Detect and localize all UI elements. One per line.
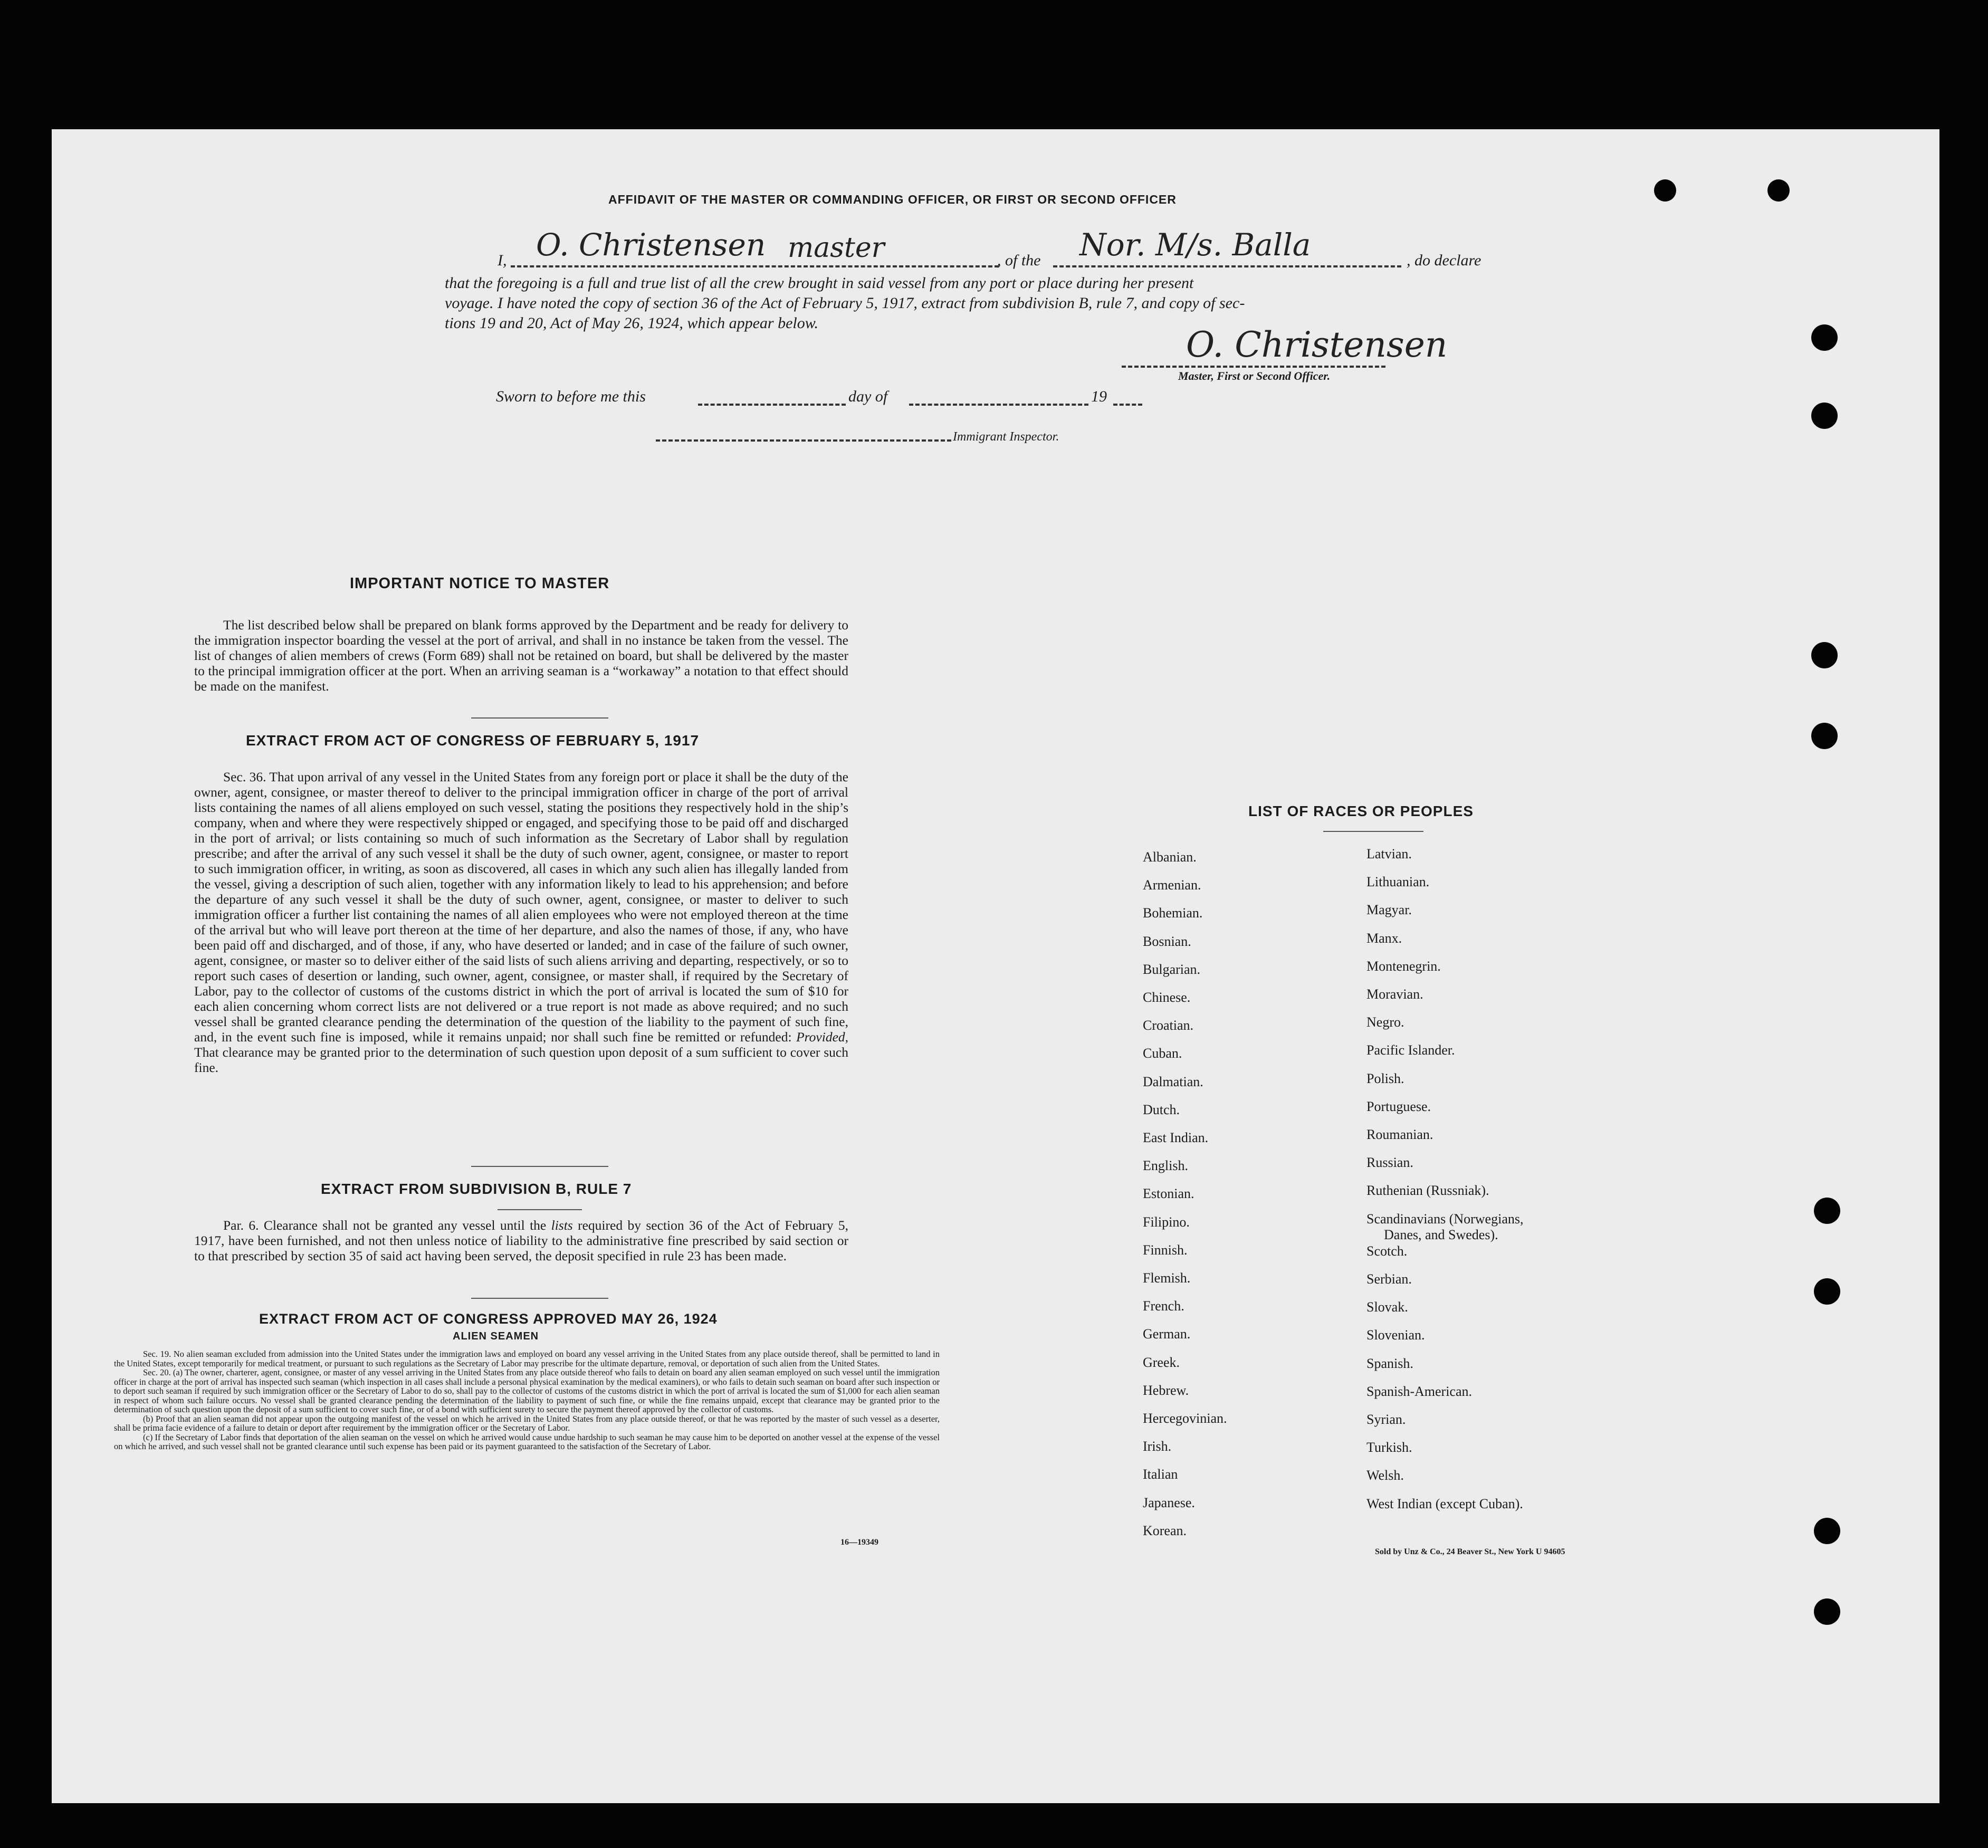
race-item: Dalmatian.	[1143, 1074, 1203, 1089]
inspector-line	[656, 439, 951, 442]
par-6-label: Par. 6.	[223, 1218, 259, 1233]
master-role: master	[788, 232, 885, 264]
race-item: Croatian.	[1143, 1018, 1194, 1033]
i-label: I,	[498, 252, 507, 269]
race-item: Slovak.	[1366, 1299, 1408, 1315]
race-item: Scotch.	[1366, 1243, 1408, 1259]
race-item: Turkish.	[1366, 1440, 1412, 1456]
extract-1924-title: EXTRACT FROM ACT OF CONGRESS APPROVED MAY 26, 1924	[259, 1311, 718, 1327]
race-item: Russian.	[1366, 1155, 1413, 1171]
par-6-text-end: required by section 36 of the Act of February 5, 1917, have been furnished, and not then unless notice of liability to the administrative fine prescribed by said section or to that prescribed by section 35 of said act having been served, the deposit specified in rule 23 has been made.	[194, 1218, 848, 1263]
race-item: Cuban.	[1143, 1046, 1182, 1061]
day-of-label: day of	[848, 388, 888, 405]
master-name-line	[511, 265, 999, 267]
race-item: Serbian.	[1366, 1271, 1412, 1287]
binder-hole	[1814, 1278, 1840, 1305]
sec-36-text: That upon arrival of any vessel in the United States from any foreign port or place it shall be the duty of the owner, agent, consignee, or master thereof to deliver to the principal immigration officer in charge of the port of arrival lists containing the names of all aliens employed on such vessel, stating the positions they respectively hold in the ship’s company, when and where they were respectively shipped or engaged, and specifying those to be paid off and discharged in the port of arrival; or lists containing so much of such information as the Secretary of Labor shall by regulation prescribe; and after the arrival of any such vessel it shall be the duty of such owner, agent, consignee, or master to report to such immigration officer, in writing, as soon as discovered, all cases in which any such alien has illegally landed from the vessel, giving a description of such alien, together with any information likely to lead to his apprehension; and before the departure of any such vessel it shall be the duty of such owner, agent, consignee, or master to deliver to such immigration officer a further list containing the names of all alien employees who were not employed thereon at the time of the arrival but who will leave port thereon at the time of her departure, and also the names of those, if any, who have been paid off and discharged, and of those, if any, who have deserted or landed; and in case of the failure of such owner, agent, consignee, or master so to deliver either of the said lists of such aliens arriving and departing, respectively, or so to report such cases of desertion or landing, such owner, agent, consignee, or master shall, if required by the Secretary of Labor, pay to the collector of customs of the customs district in which the port of arrival is located the sum of $10 for each alien concerning whom correct lists are not delivered or a true report is not made as above required; and no such vessel shall be granted clearance pending the determination of the question of the liability to the payment of such fine, and, in the event such fine is imposed, while it remains unpaid; nor shall such fine be remitted or refunded:	[194, 769, 848, 1045]
extract-1917-title: EXTRACT FROM ACT OF CONGRESS OF FEBRUARY 5, 1917	[246, 732, 700, 749]
binder-hole	[1814, 1518, 1840, 1544]
race-item: Dutch.	[1143, 1102, 1180, 1117]
printer-credit: Sold by Unz & Co., 24 Beaver St., New York U 94605	[1375, 1547, 1565, 1556]
sec-36-label: Sec. 36.	[223, 769, 266, 784]
race-item: French.	[1143, 1298, 1184, 1314]
race-item: Scandinavians (Norwegians,	[1366, 1211, 1524, 1227]
extract-rule7-title: EXTRACT FROM SUBDIVISION B, RULE 7	[321, 1181, 632, 1197]
race-item: Ruthenian (Russniak).	[1366, 1183, 1489, 1199]
lists-word: lists	[551, 1218, 573, 1233]
divider-2	[471, 1166, 608, 1167]
form-number: 16—19349	[840, 1538, 878, 1547]
sworn-day-line	[698, 404, 846, 406]
vessel-name: Nor. M/s. Balla	[1079, 227, 1311, 263]
race-item: East Indian.	[1143, 1130, 1209, 1145]
race-item: West Indian (except Cuban).	[1366, 1496, 1523, 1511]
race-item: Negro.	[1366, 1014, 1404, 1030]
extract-rule7-body	[194, 1218, 848, 1263]
race-item: Spanish-American.	[1366, 1383, 1473, 1399]
of-the-label: , of the	[997, 252, 1041, 269]
divider-1	[471, 717, 608, 719]
provided-word: Provided,	[796, 1029, 849, 1045]
race-item: Albanian.	[1143, 849, 1197, 865]
race-item: German.	[1143, 1326, 1191, 1342]
vessel-name-line	[1053, 265, 1401, 267]
inspector-caption: Immigrant Inspector.	[953, 430, 1059, 444]
race-item: Manx.	[1366, 930, 1402, 946]
race-item: Danes, and Swedes).	[1384, 1227, 1498, 1242]
sworn-label: Sworn to before me this	[496, 388, 646, 405]
race-item: Japanese.	[1143, 1495, 1195, 1510]
sec-20c-text: (c) If the Secretary of Labor finds that deportation of the alien seaman on the vessel on which he arrived would cause undue hardship to such seaman he may cause him to be deported on another vessel at the expense of the vessel on which he arrived, and such vessel shall not be granted clearance until such expense has been paid or its payment guaranteed to the satisfaction of the Secretary of Labor.	[114, 1432, 940, 1451]
binder-hole	[1814, 1598, 1840, 1625]
binder-hole	[1811, 723, 1838, 749]
divider-3	[498, 1209, 582, 1210]
binder-hole	[1811, 403, 1838, 429]
race-item: Slovenian.	[1366, 1327, 1425, 1343]
race-item: Korean.	[1143, 1523, 1187, 1538]
race-item: Finnish.	[1143, 1242, 1188, 1258]
race-item: Moravian.	[1366, 987, 1423, 1002]
binder-hole	[1767, 179, 1790, 202]
race-item: Hebrew.	[1143, 1382, 1189, 1398]
affidavit-line-3: voyage. I have noted the copy of section 36 of the Act of February 5, 1917, extract from subdivision B, rule 7, and copy of sec-	[445, 294, 1245, 312]
extract-1924-body	[114, 1349, 940, 1451]
race-item: Syrian.	[1366, 1412, 1406, 1427]
race-item: Bohemian.	[1143, 905, 1203, 921]
binder-hole	[1811, 642, 1838, 668]
alien-seamen-subtitle: ALIEN SEAMEN	[453, 1330, 539, 1342]
race-item: Bulgarian.	[1143, 961, 1201, 977]
divider-4	[471, 1298, 608, 1299]
document-page	[52, 129, 1939, 1803]
race-item: Pacific Islander.	[1366, 1042, 1455, 1058]
race-item: Estonian.	[1143, 1186, 1194, 1202]
binder-hole	[1814, 1198, 1840, 1224]
affidavit-line-4: tions 19 and 20, Act of May 26, 1924, which appear below.	[445, 314, 819, 332]
race-item: Armenian.	[1143, 877, 1201, 893]
races-title: LIST OF RACES OR PEOPLES	[1248, 803, 1474, 819]
race-item: Filipino.	[1143, 1214, 1190, 1230]
race-item: Bosnian.	[1143, 933, 1191, 949]
race-item: Portuguese.	[1366, 1098, 1431, 1114]
race-item: Flemish.	[1143, 1270, 1191, 1286]
sec-20b-text: (b) Proof that an alien seaman did not appear upon the outgoing manifest of the vessel on which he arrived in the United States from any place outside thereof, or that he was reported by the master of such vessel as a deserter, shall be prima facie evidence of a failure to detain or deport after requirement by the immigration officer or the Secretary of Labor.	[114, 1413, 940, 1433]
race-item: Montenegrin.	[1366, 958, 1441, 974]
race-item: Chinese.	[1143, 990, 1191, 1005]
race-item: Roumanian.	[1366, 1127, 1433, 1142]
race-item: English.	[1143, 1158, 1188, 1174]
race-item: Hercegovinian.	[1143, 1411, 1227, 1426]
year-prefix: 19	[1091, 388, 1107, 405]
sec-20a-text: Sec. 20. (a) The owner, charterer, agent, consignee, or master of any vessel arriving in the United States from any place outside thereof who fails to detain on board any alien seaman employed on such vessel until the immigration officer in charge at the port of arrival has inspected such seaman (which inspection in all cases shall include a personal physical examination by the medical examiners), or who fails to detain such seaman on board after such inspection or to deport such seaman if required by such immigration officer or the Secretary of Labor to do so, shall pay to the collector of customs of the customs district in which the port of arrival is located the sum of $1,000 for each alien seaman in respect of whom such failure occurs. No vessel shall be granted clearance pending the determination of the liability to payment of such fine, or while the fine remains unpaid, except that clearance may be granted prior to the determination of such question upon the deposit of a sum sufficient to cover such fine, or of a bond with sufficient surety to secure the payment thereof approved by the collector of customs.	[114, 1367, 940, 1414]
race-item: Spanish.	[1366, 1355, 1413, 1371]
race-item: Irish.	[1143, 1439, 1172, 1454]
signature-caption: Master, First or Second Officer.	[1178, 369, 1331, 382]
sworn-year-line	[1113, 404, 1142, 406]
affidavit-title: AFFIDAVIT OF THE MASTER OR COMMANDING OFFICER, OR FIRST OR SECOND OFFICER	[608, 193, 1177, 206]
master-signature: O. Christensen	[1186, 324, 1448, 365]
sworn-month-line	[909, 404, 1088, 406]
notice-title: IMPORTANT NOTICE TO MASTER	[350, 575, 610, 592]
race-item: Lithuanian.	[1366, 874, 1430, 890]
affidavit-line-2: that the foregoing is a full and true list of all the crew brought in said vessel from any port or place during her present	[445, 274, 1194, 292]
race-item: Latvian.	[1366, 846, 1412, 861]
race-item: Greek.	[1143, 1354, 1180, 1370]
signature-line	[1122, 366, 1385, 368]
notice-body: The list described below shall be prepared on blank forms approved by the Department and be ready for delivery to the immigration inspector boarding the vessel at the port of arrival, and shall in no instance be taken from the vessel. The list of changes of alien members of crews (Form 689) shall not be retained on board, but shall be delivered by the master to the principal immigration officer at the port. When an arriving seaman is a “workaway” a notation to that effect should be made on the manifest.	[194, 617, 848, 694]
binder-hole	[1811, 324, 1838, 351]
par-6-text: Clearance shall not be granted any vessel until the	[263, 1218, 547, 1233]
races-divider	[1323, 831, 1423, 832]
race-item: Welsh.	[1366, 1468, 1404, 1483]
extract-1917-body	[194, 769, 848, 1075]
race-item: Polish.	[1366, 1070, 1404, 1086]
binder-hole	[1654, 179, 1676, 202]
master-name: O. Christensen	[536, 227, 766, 263]
race-item: Magyar.	[1366, 902, 1412, 918]
sec-19-text: Sec. 19. No alien seaman excluded from admission into the United States under the immigration laws and employed on board any vessel arriving in the United States from any place outside thereof, shall be permitted to land in the United States, except temporarily for medical treatment, or pursuant to such regulations as the Secretary of Labor may prescribe for the ultimate departure, removal, or deportation of such alien from the United States.	[114, 1349, 940, 1368]
do-declare-label: , do declare	[1407, 252, 1482, 269]
race-item: Italian	[1143, 1467, 1178, 1482]
sec-36-text-end: That clearance may be granted prior to the determination of such question upon deposit of a sum sufficient to cover such fine.	[194, 1045, 848, 1075]
